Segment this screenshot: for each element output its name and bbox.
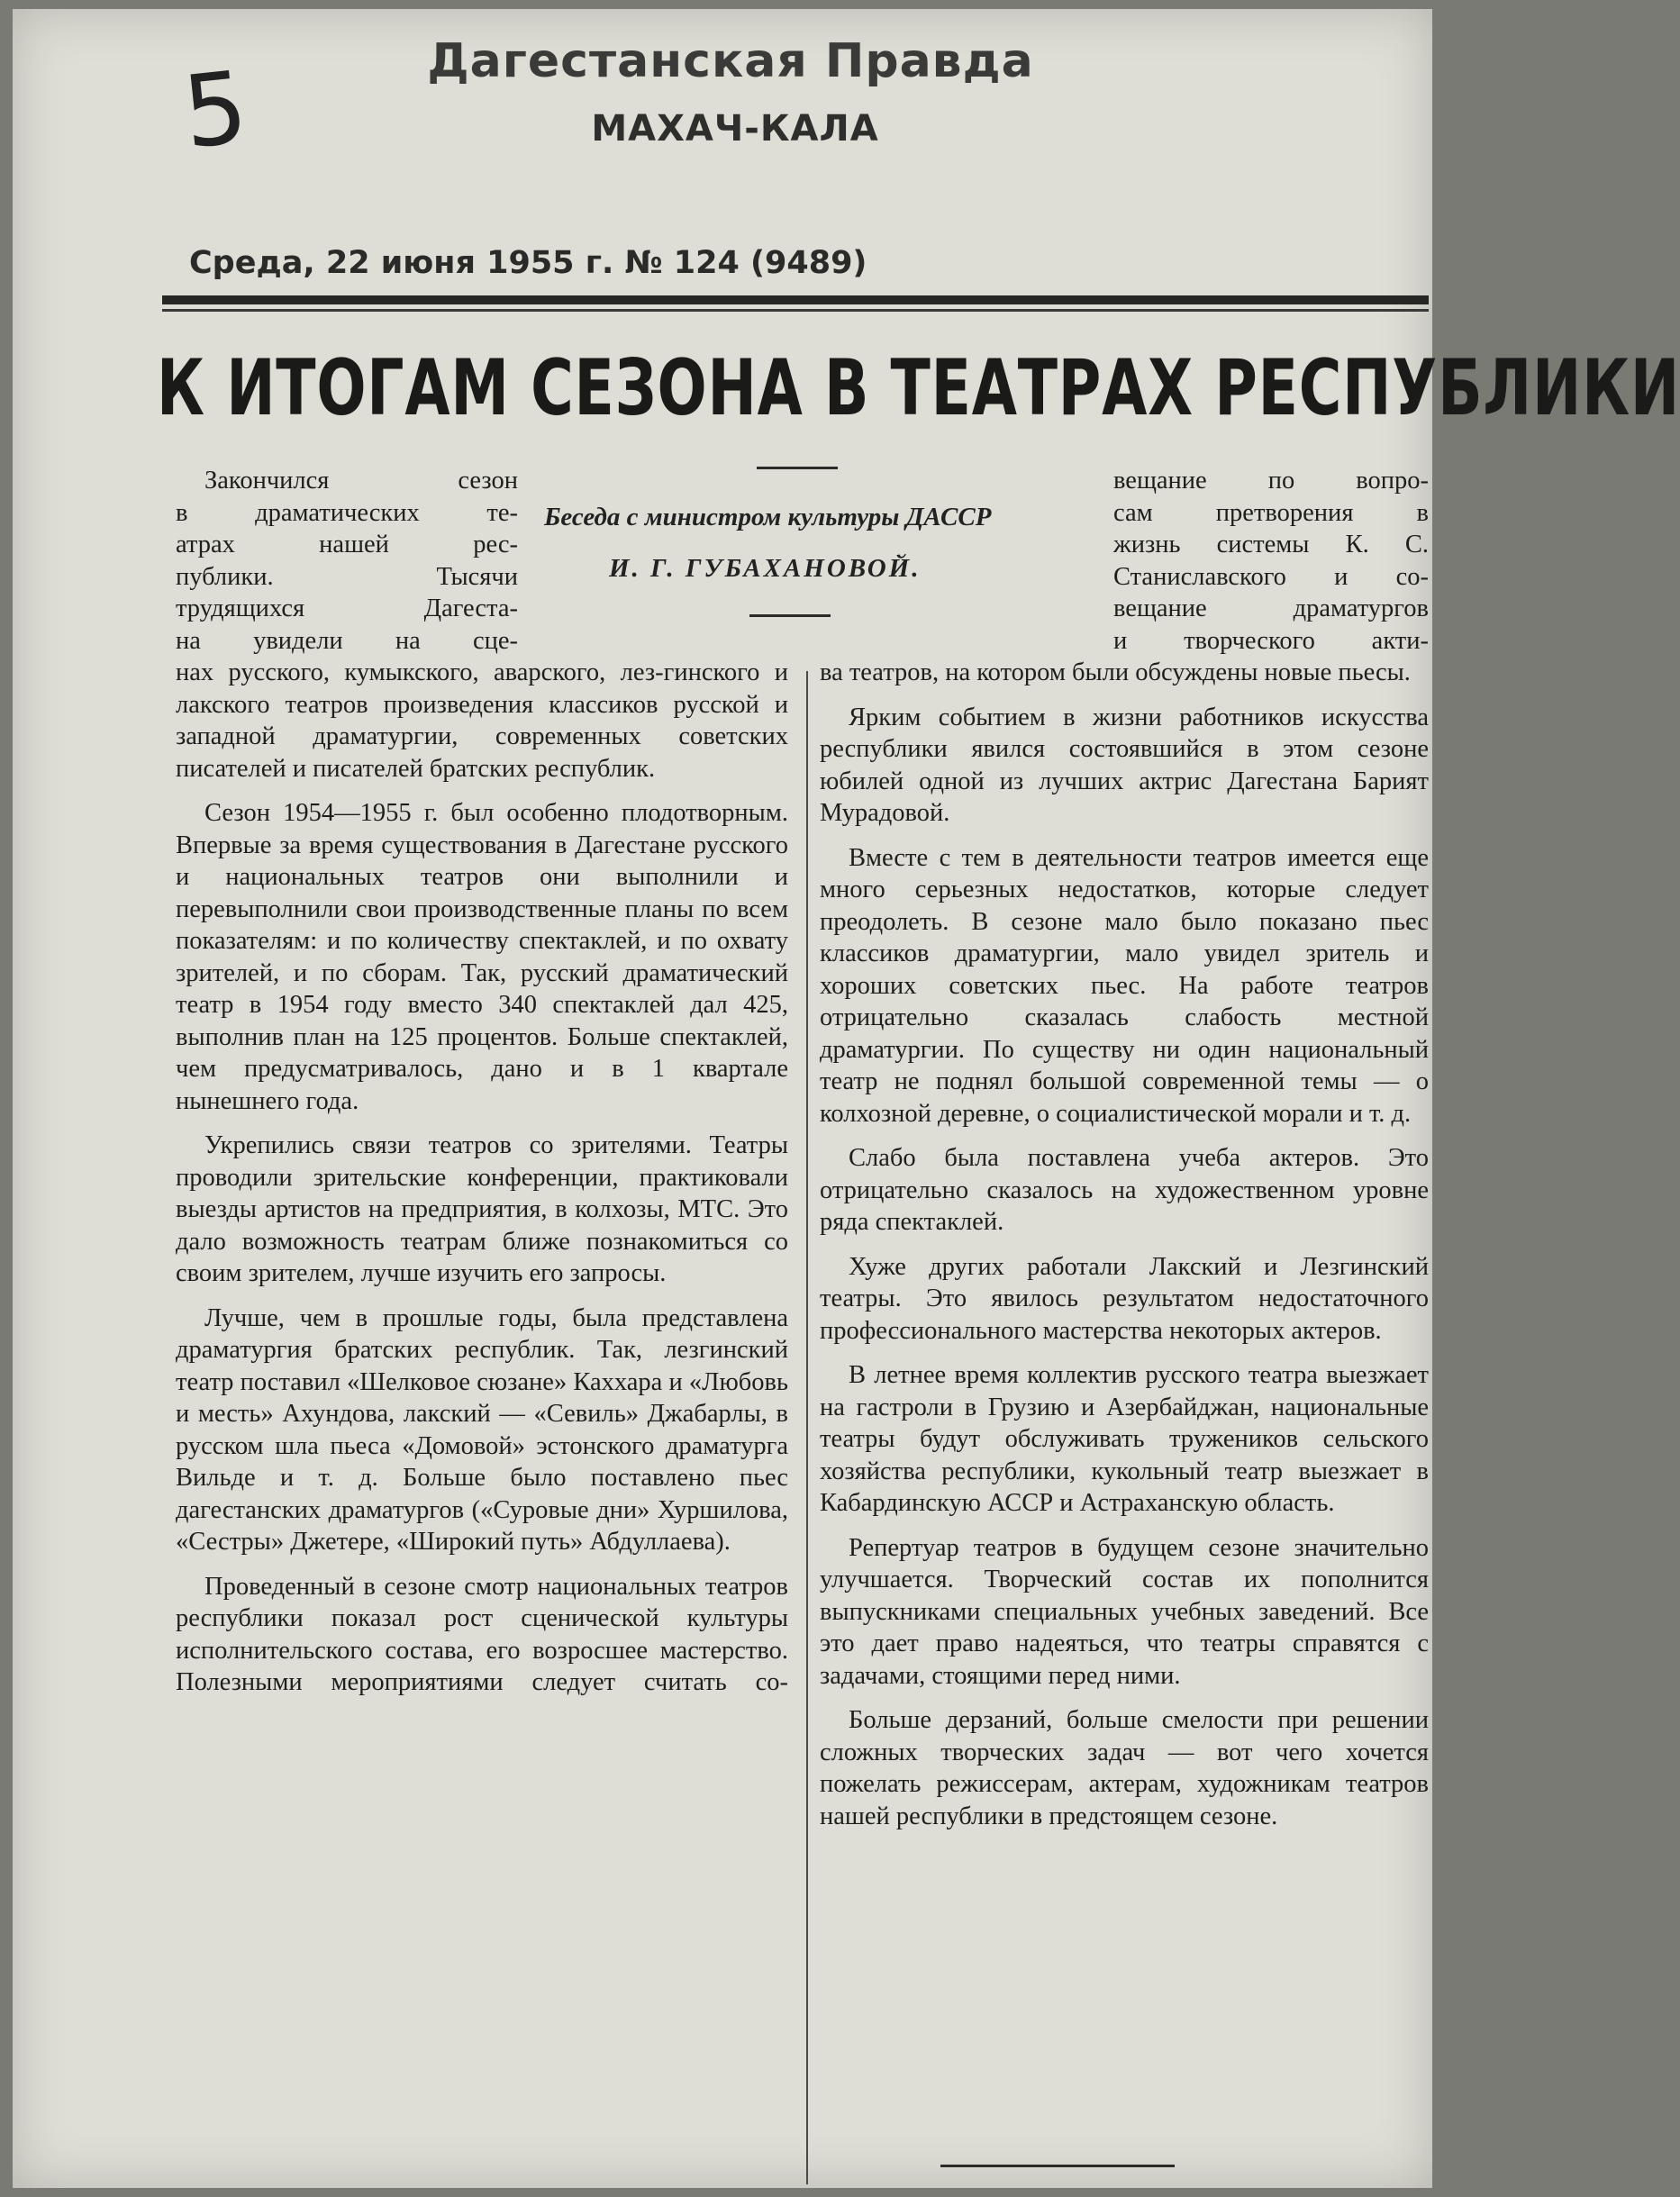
- intro-narrow-block: [176, 465, 518, 657]
- subhead-dash-top: [757, 467, 838, 469]
- intro-line: атрах нашей рес-: [176, 531, 518, 558]
- paragraph-drama-republics: Лучше, чем в прошлые годы, была представлена драматургия братских республик. Так, лезгинский театр поставил «Шелковое сюзане» Каххара и «Любовь и месть» Ахундова, лакский — «Севиль» Джабарлы, в русском шла пьеса «Домовой» эстонского драматурга Вильде и т. д. Больше было поставлено пьес дагестанских драматургов («Суровые дни» Хуршилова, «Сестры» Джетере, «Широкий путь» Абдуллаева).: [176, 1303, 788, 1556]
- intro-line: на увидели на сце-: [176, 626, 518, 655]
- paragraph-summer-tours: В летнее время коллектив русского театра выезжает на гастроли в Грузию и Азербайджан, национальные театры будут обслуживать тружеников сельского хозяйства республики, кукольный театр выезжает в Кабардинскую АССР и Астраханскую область.: [820, 1361, 1429, 1517]
- subhead-dash-bottom: [749, 614, 831, 617]
- paragraph-season: Сезон 1954—1955 г. был особенно плодотворным. Впервые за время существования в Дагестане русского и национальных театров они выполнили и перевыполнили свои производственные планы по всем показателям: и по количеству спектаклей, и по охвату зрителей, и по сборам. Так, русский драматический театр в 1954 году вместо 340 спектаклей дал 425, выполнив план на 125 процентов. Больше спектаклей, чем предусматривалось, дано и в 1 квартале нынешнего года.: [176, 799, 788, 1115]
- handwritten-page-number: 5: [177, 49, 253, 171]
- article-subheading: Беседа с министром культуры ДАССР: [544, 503, 992, 531]
- header-rule-thick: [162, 295, 1429, 304]
- paragraph-review: Проведенный в сезоне смотр национальных театров республики показал рост сценической культуры исполнительского состава, его возросшее мастерство. Полезными мероприятиями следует считать со-: [176, 1572, 788, 1696]
- issue-date-line: Среда, 22 июня 1955 г. № 124 (9489): [189, 245, 867, 281]
- paragraph-training: Слабо была поставлена учеба актеров. Это отрицательно сказалось на художественном уровне ряда спектаклей.: [820, 1144, 1429, 1236]
- article-headline: К ИТОГАМ СЕЗОНА В ТЕАТРАХ РЕСПУБЛИКИ: [157, 343, 1680, 433]
- intro-line: Закончился сезон: [204, 467, 518, 495]
- paragraph-conference: ва театров, на котором были обсуждены новые пьесы.: [820, 658, 1411, 686]
- paragraph-repertoire: Репертуар театров в будущем сезоне значительно улучшается. Творческий состав их пополнится выпускниками специальных учебных заведений. Все это дает право надеяться, что театры справятся с задачами, стоящими перед ними.: [820, 1533, 1429, 1690]
- article-author: И. Г. ГУБАХАНОВОЙ.: [609, 554, 922, 583]
- intro-line: трудящихся Дагеста-: [176, 595, 518, 622]
- right-intro-line: сам претворения в: [1113, 498, 1429, 527]
- article-end-rule: [940, 2165, 1175, 2167]
- right-intro-line: и творческого акти-: [1113, 626, 1429, 655]
- city-stamp: МАХАЧ-КАЛА: [591, 108, 879, 150]
- paragraph-shortcomings: Вместе с тем в деятельности театров имеется еще много серьезных недостатков, которые следует преодолеть. В сезоне мало было показано пьес классиков драматургии, мало увидел зритель и хороших советских пьес. На работе театров отрицательно сказалась слабость местной драматургии. По существу ни один национальный театр не поднял большой современной темы — о колхозной деревне, о социалистической морали и т. д.: [820, 843, 1429, 1128]
- newspaper-clipping: [13, 9, 1680, 2188]
- paragraph-weak-theatres: Хуже других работали Лакский и Лезгинский театры. Это явилось результатом недостаточного профессионального мастерства некоторых актеров.: [820, 1252, 1429, 1345]
- right-intro-line: Станиславского и со-: [1113, 562, 1429, 591]
- paragraph-closing: Больше дерзаний, больше смелости при решении сложных творческих задач — вот чего хочется пожелать режиссерам, актерам, художникам театров нашей республики в предстоящем сезоне.: [820, 1706, 1429, 1830]
- column-divider: [806, 671, 808, 2184]
- right-intro-line: вещание по вопро-: [1113, 467, 1429, 495]
- right-intro-line: вещание драматургов: [1113, 595, 1429, 622]
- left-column: [176, 657, 788, 1699]
- intro-line: в драматических те-: [176, 498, 518, 527]
- right-intro-line: жизнь системы К. С.: [1113, 531, 1429, 558]
- intro-paragraph-continuation: нах русского, кумыкского, аварского, лез-гинского и лакского театров произведения классиков русской и западной драматургии, современных советских писателей и писателей братских республик.: [176, 658, 788, 783]
- right-narrow-block: [1113, 465, 1429, 657]
- header-rule-thin: [162, 309, 1429, 312]
- intro-line: публики. Тысячи: [176, 562, 518, 591]
- newspaper-name-stamp: Дагестанская Правда: [427, 34, 1034, 88]
- right-column: [820, 657, 1429, 1832]
- paragraph-jubilee: Ярким событием в жизни работников искусства республики явился состоявшийся в этом сезоне юбилей одной из лучших актрис Дагестана Барият Мурадовой.: [820, 703, 1429, 827]
- paragraph-audience: Укрепились связи театров со зрителями. Театры проводили зрительские конференции, практиковали выезды артистов на предприятия, в колхозы, МТС. Это дало возможность театрам ближе познакомиться со своим зрителем, лучше изучить его запросы.: [176, 1131, 788, 1287]
